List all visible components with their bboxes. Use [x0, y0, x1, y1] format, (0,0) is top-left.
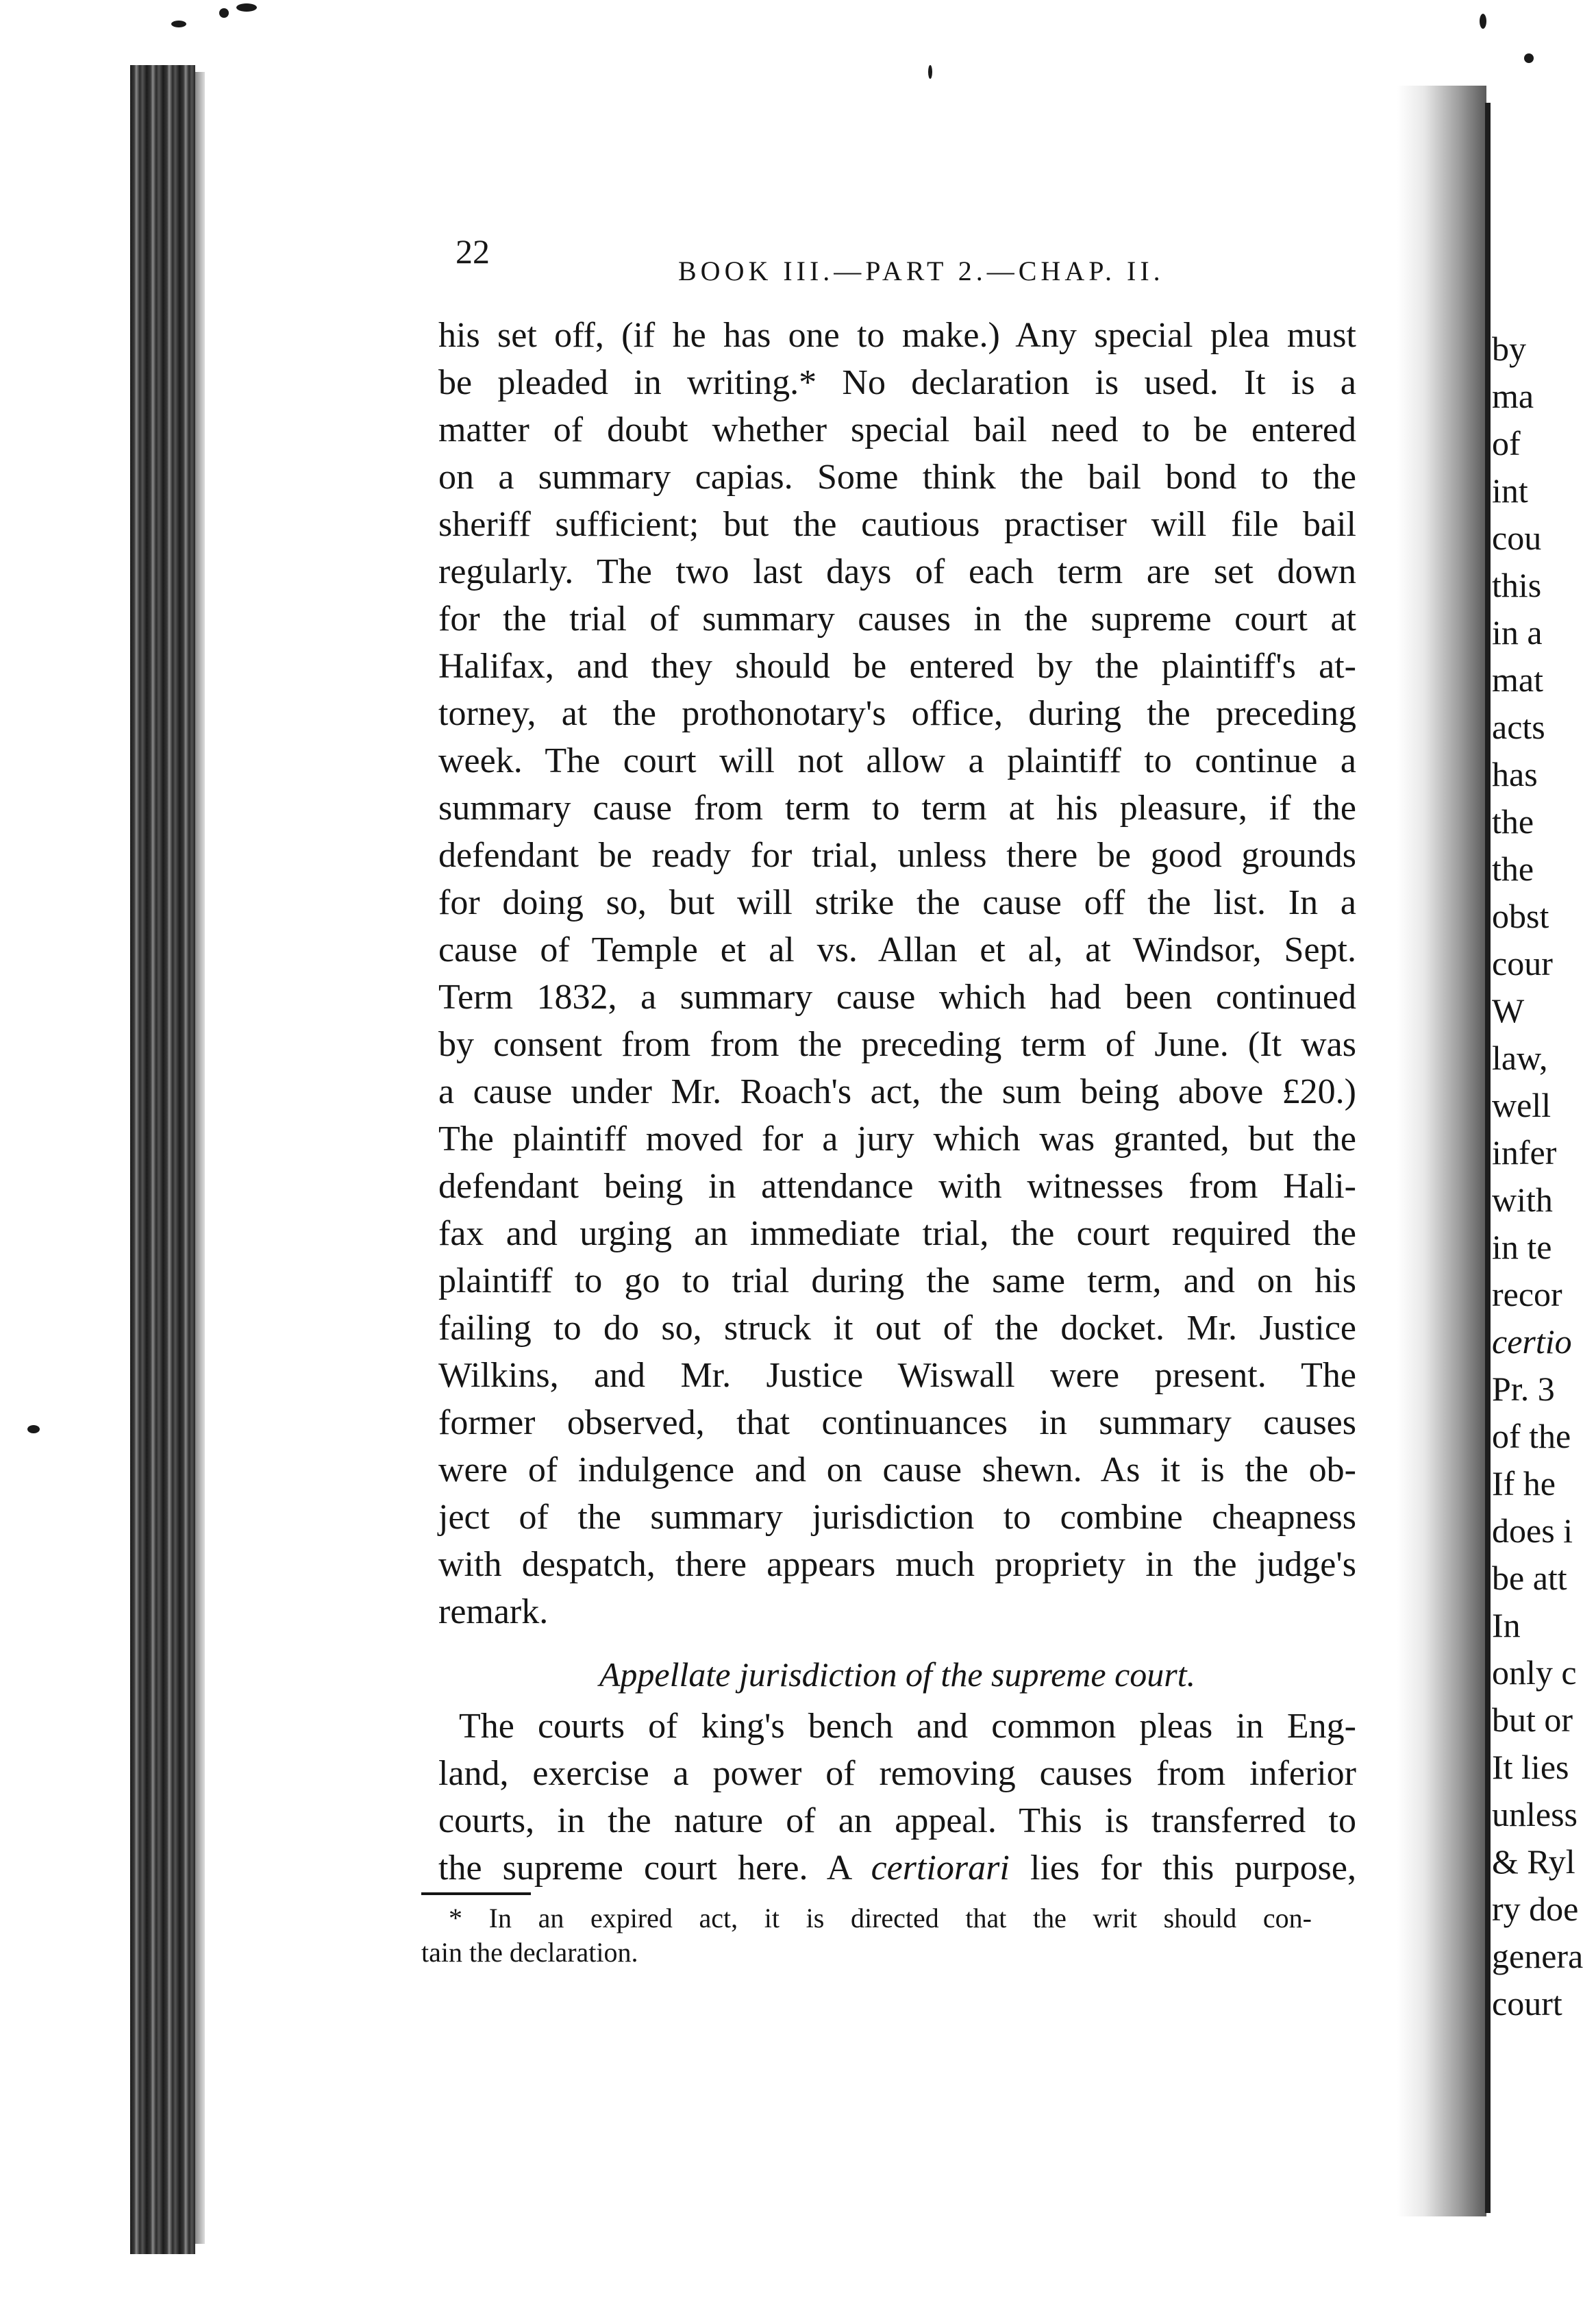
facing-fragment: mat	[1492, 660, 1543, 699]
text-line: the supreme court here. A certiorari lies for this purpose,	[438, 1849, 1357, 1888]
text-line: Wilkins, and Mr. Justice Wiswall were present. The	[438, 1356, 1356, 1395]
facing-fragment: only c	[1492, 1653, 1577, 1692]
running-head: BOOK III.—PART 2.—CHAP. II.	[678, 256, 1164, 286]
facing-fragment: cour	[1492, 944, 1553, 982]
facing-page-text	[1492, 325, 1583, 2027]
text-line: a cause under Mr. Roach's act, the sum being above £20.)	[438, 1072, 1356, 1111]
text-line: on a summary capias. Some think the bail bond to the	[438, 458, 1356, 497]
text-line: plaintiff to go to trial during the same term, and on his	[438, 1261, 1356, 1300]
paragraph-2	[438, 1703, 1356, 1892]
text-line: failing to do so, struck it out of the docket. Mr. Justice	[438, 1309, 1356, 1348]
section-heading: Appellate jurisdiction of the supreme court.	[599, 1655, 1196, 1694]
text-line: former observed, that continuances in summary causes	[438, 1403, 1356, 1442]
facing-fragment: of	[1492, 424, 1521, 462]
facing-fragment: be att	[1492, 1559, 1567, 1597]
facing-fragment: unless	[1492, 1795, 1578, 1833]
facing-fragment: If he	[1492, 1464, 1556, 1503]
gutter-fold	[1485, 103, 1491, 2213]
facing-fragment: certio	[1492, 1322, 1572, 1361]
facing-fragment: ry doe	[1492, 1890, 1579, 1928]
facing-fragment: in te	[1492, 1228, 1552, 1266]
text-line: Halifax, and they should be entered by the plaintiff's at-	[438, 647, 1356, 686]
facing-fragment: int	[1492, 471, 1528, 510]
facing-fragment: well	[1492, 1086, 1551, 1124]
text-line: week. The court will not allow a plaintiff to continue a	[438, 741, 1356, 780]
italic-term: certiorari	[871, 1849, 1010, 1888]
facing-fragment: Pr. 3	[1492, 1370, 1555, 1408]
facing-fragment: court	[1492, 1984, 1562, 2023]
facing-fragment: In	[1492, 1606, 1521, 1644]
page-edge	[195, 72, 205, 2244]
facing-fragment: of the	[1492, 1417, 1571, 1455]
text-line: for the trial of summary causes in the supreme court at	[438, 599, 1356, 639]
text-line: cause of Temple et al vs. Allan et al, at Windsor, Sept.	[438, 930, 1356, 969]
text-line: with despatch, there appears much propriety in the judge's	[438, 1545, 1356, 1584]
footnote-rule	[421, 1892, 531, 1895]
facing-fragment: does i	[1492, 1511, 1573, 1550]
text-line: matter of doubt whether special bail need to be entered	[438, 410, 1356, 449]
footnote-line: tain the declaration.	[421, 1937, 638, 1968]
facing-fragment: by	[1492, 330, 1526, 368]
text-line: The plaintiff moved for a jury which was granted, but the	[438, 1120, 1356, 1159]
facing-fragment: but or	[1492, 1701, 1573, 1739]
facing-fragment: genera	[1492, 1937, 1583, 1975]
paragraph-1	[438, 312, 1356, 1635]
text-line: by consent from from the preceding term of June. (It was	[438, 1025, 1356, 1064]
facing-fragment: obst	[1492, 897, 1549, 935]
text-line: for doing so, but will strike the cause off the list. In a	[438, 883, 1356, 922]
text-line: his set off, (if he has one to make.) Any special plea must	[438, 316, 1356, 355]
text-line: remark.	[438, 1592, 549, 1631]
text-line: be pleaded in writing.* No declaration is used. It is a	[438, 363, 1356, 402]
text-line: were of indulgence and on cause shewn. As it is the ob-	[438, 1450, 1356, 1489]
text-line: courts, in the nature of an appeal. This is transferred to	[438, 1801, 1356, 1840]
facing-fragment: the	[1492, 850, 1534, 888]
text-line: summary cause from term to term at his pleasure, if the	[438, 789, 1356, 828]
text-line: sheriff sufficient; but the cautious practiser will file bail	[438, 505, 1356, 544]
text-line: fax and urging an immediate trial, the court required the	[438, 1214, 1356, 1253]
facing-fragment: in a	[1492, 613, 1543, 652]
facing-fragment: infer	[1492, 1133, 1557, 1172]
page-number: 22	[456, 232, 490, 271]
footnote	[421, 1901, 1312, 1970]
facing-fragment: with	[1492, 1180, 1553, 1219]
text-line: The courts of king's bench and common pleas in Eng-	[459, 1707, 1356, 1746]
facing-fragment: acts	[1492, 708, 1545, 746]
book-spine	[130, 65, 195, 2254]
text-line: regularly. The two last days of each term are set down	[438, 552, 1356, 591]
footnote-line: * In an expired act, it is directed that the writ should con-	[449, 1903, 1312, 1933]
text-line: land, exercise a power of removing causes from inferior	[438, 1754, 1356, 1793]
facing-fragment: It lies	[1492, 1748, 1569, 1786]
facing-fragment: has	[1492, 755, 1538, 793]
facing-fragment: law,	[1492, 1039, 1548, 1077]
facing-fragment: W	[1492, 991, 1525, 1030]
facing-fragment: ma	[1492, 377, 1534, 415]
facing-fragment: & Ryl	[1492, 1842, 1575, 1881]
facing-fragment: this	[1492, 566, 1542, 604]
text-line: Term 1832, a summary cause which had been continued	[438, 978, 1356, 1017]
facing-fragment: the	[1492, 802, 1534, 841]
facing-fragment: cou	[1492, 519, 1542, 557]
facing-fragment: recor	[1492, 1275, 1562, 1313]
text-line: torney, at the prothonotary's office, during the preceding	[438, 694, 1356, 733]
text-line: defendant being in attendance with witnesses from Hali-	[438, 1167, 1356, 1206]
text-line: ject of the summary jurisdiction to combine cheapness	[438, 1498, 1356, 1537]
gutter-shadow	[1397, 86, 1486, 2216]
text-line: defendant be ready for trial, unless there be good grounds	[438, 836, 1356, 875]
